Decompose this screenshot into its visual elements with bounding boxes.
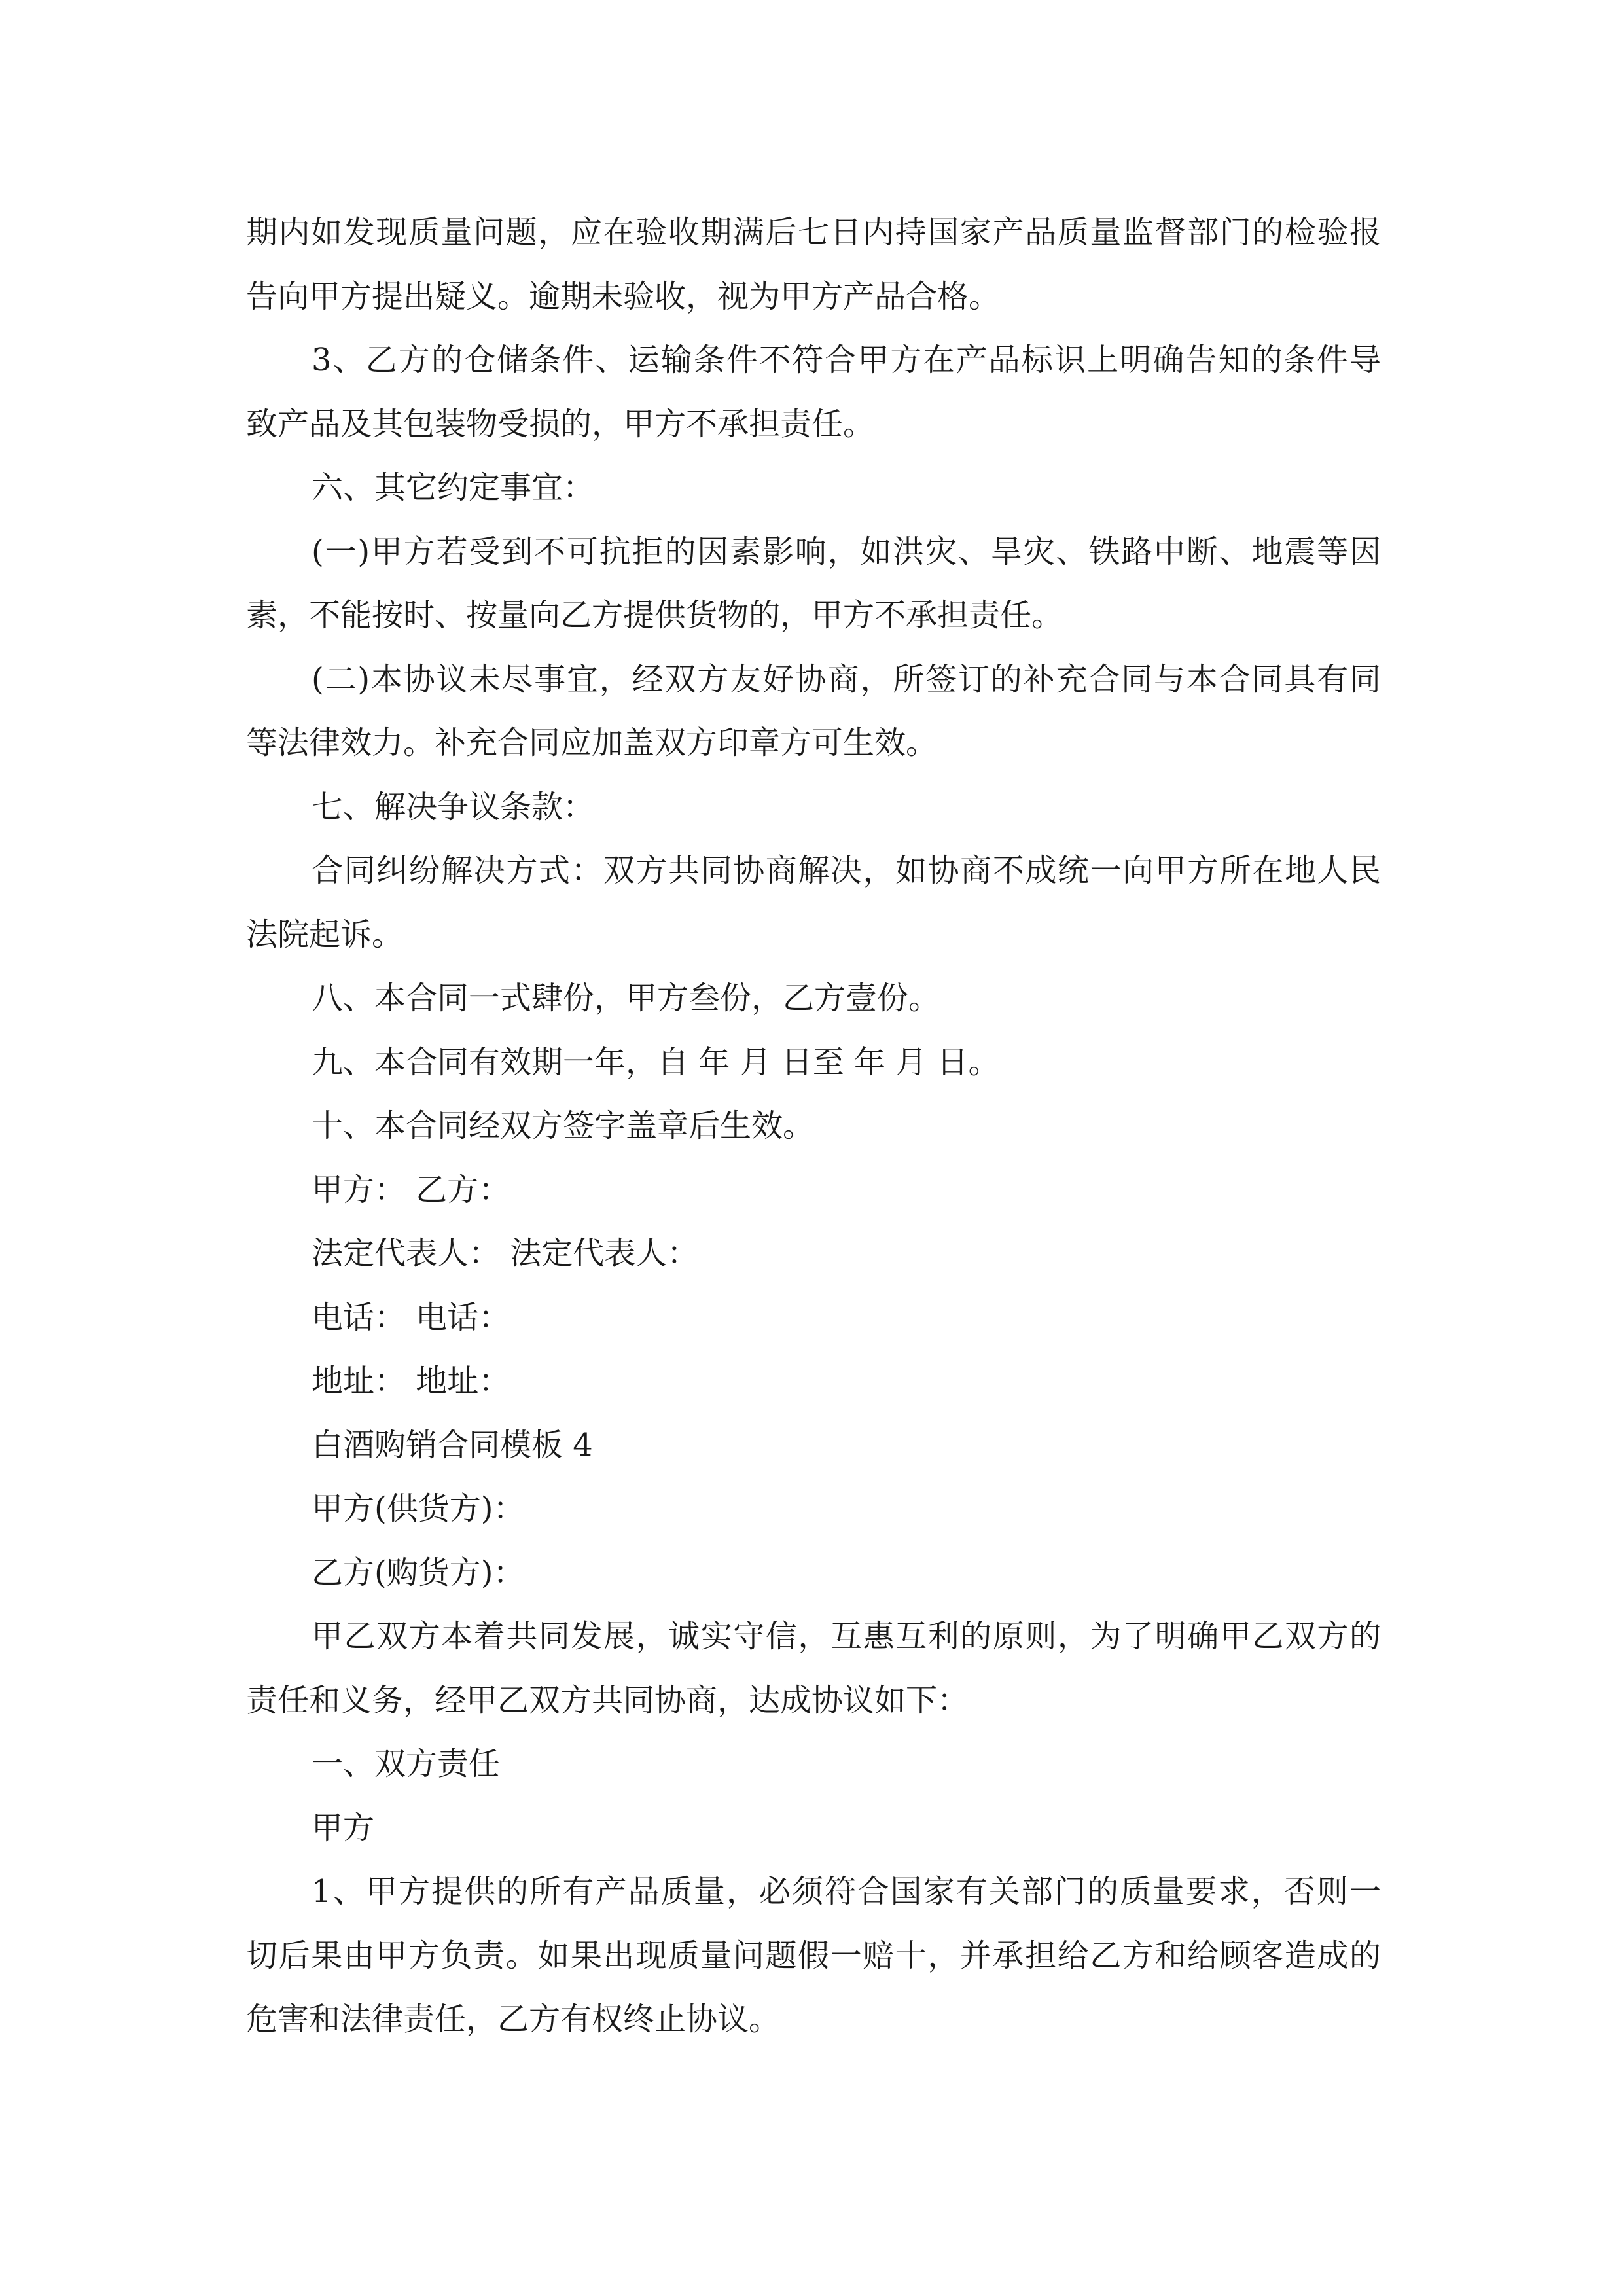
text-line: 等法律效力。补充合同应加盖双方印章方可生效。 — [246, 725, 938, 761]
document-title: 白酒购销合同模板 4 — [312, 1426, 593, 1463]
text-line: 告向甲方提出疑义。逾期未验收，视为甲方产品合格。 — [246, 278, 1001, 315]
text-line: 期内如发现质量问题，应在验收期满后七日内持国家产品质量监督部门的检验报 — [246, 214, 1381, 251]
text-line: 法院起诉。 — [246, 916, 404, 953]
section-heading: 一、双方责任 — [312, 1746, 501, 1782]
text-line: 3、乙方的仓储条件、运输条件不符合甲方在产品标识上明确告知的条件导 — [312, 342, 1381, 378]
text-line: 甲乙双方本着共同发展，诚实守信，互惠互利的原则，为了明确甲乙双方的 — [312, 1618, 1381, 1655]
subsection-heading: 甲方 — [312, 1809, 375, 1846]
text-line: 十、本合同经双方签字盖章后生效。 — [312, 1107, 815, 1144]
signature-phone-line: 电话： 电话： — [312, 1299, 510, 1336]
document-body — [246, 201, 1381, 2052]
section-heading: 六、其它约定事宜： — [312, 469, 595, 506]
text-line: 八、本合同一式肆份，甲方叁份，乙方壹份。 — [312, 980, 940, 1016]
text-line: (一)甲方若受到不可抗拒的因素影响，如洪灾、旱灾、铁路中断、地震等因 — [312, 533, 1381, 570]
text-line: 切后果由甲方负责。如果出现质量问题假一赔十，并承担给乙方和给顾客造成的 — [246, 1937, 1381, 1974]
signature-representative-line: 法定代表人： 法定代表人： — [312, 1235, 699, 1272]
text-line: 危害和法律责任，乙方有权终止协议。 — [246, 2001, 781, 2037]
section-heading: 七、解决争议条款： — [312, 788, 595, 825]
text-line: 责任和义务，经甲乙双方共同协商，达成协议如下： — [246, 1681, 969, 1719]
signature-address-line: 地址： 地址： — [312, 1363, 510, 1399]
signature-party-line: 甲方： 乙方： — [312, 1171, 510, 1208]
text-line: 致产品及其包装物受损的，甲方不承担责任。 — [246, 405, 875, 442]
text-line: 1、甲方提供的所有产品质量，必须符合国家有关部门的质量要求，否则一 — [312, 1873, 1381, 1910]
party-a-line: 甲方(供货方)： — [312, 1490, 525, 1527]
text-line: 合同纠纷解决方式：双方共同协商解决，如协商不成统一向甲方所在地人民 — [312, 852, 1381, 889]
text-line: 九、本合同有效期一年，自 年 月 日至 年 月 日。 — [312, 1043, 1000, 1081]
text-line: (二)本协议未尽事宜，经双方友好协商，所签订的补充合同与本合同具有同 — [312, 660, 1381, 698]
text-line: 素，不能按时、按量向乙方提供货物的，甲方不承担责任。 — [246, 597, 1063, 634]
party-b-line: 乙方(购货方)： — [312, 1554, 525, 1591]
